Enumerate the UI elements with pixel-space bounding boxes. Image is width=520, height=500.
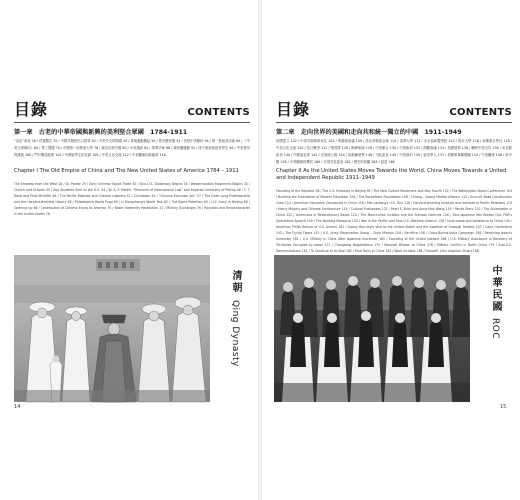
left-header-rule	[14, 122, 250, 123]
right-side-label-en: ROC	[490, 318, 500, 340]
right-header	[276, 98, 512, 120]
left-page	[0, 0, 258, 500]
qing-court-photo	[14, 255, 210, 402]
roc-meeting-photo-image	[274, 255, 470, 402]
left-chapter-title-en: Chapter I The Old Empire of China and The New United States of America 1784 – 1911	[14, 168, 239, 174]
left-side-label-zh: 清朝	[230, 270, 241, 294]
right-page	[262, 0, 520, 500]
left-header	[14, 98, 250, 120]
left-page-number: 14	[14, 404, 21, 410]
right-chapter-title-en: Chapter II As the United States Moves Towards the World, China Moves Towards a United and Independent Republic 1911–1949	[276, 168, 507, 181]
right-header-rule	[276, 122, 512, 123]
left-chapter-title-zh: 第一章 古老的中華帝國與新興的美利堅合眾國 1784-1911	[14, 129, 188, 136]
right-chapter-title-zh: 第二章 走向世界的美國和走向共和統一獨立的中國 1911-1949	[276, 129, 462, 136]
left-contents-en: The Empress from the West 28 / Dr. Parker 29 / Early Chinese Export Trade 30 / Sino-U.S. Diplomacy Begins 34 / Westernization Movement Begins 35 / Church and Schools 40 / Boy Students Sent to the U.S. 44 / W. A. P. Martin, "Elements of International Law" and Imperial University of Peking 48 / F. T. Ward and Philo McGiffin 48 / The Pacific Railroad and Chinese Laborers 52 / Chinatown 54 / "Chinese Exclusion Act" 57 / The Dean Lung Professorship and the Harvard-Yenching Library 58 / Philadelphia World Expo 60 / Li Hongzhang's World Tour 62 / The Boxer Rebellion 64 / U.S. Army in Beijing 66 / Opening Up 68 / Contribution of Chinese Envoy to America 70 / Boxer Indemnity Restitution 72 / Military Exchanges 76 / Royalists and Revolutionaries in the United States 78	[14, 182, 250, 216]
right-title-zh: 目錄	[276, 100, 311, 119]
right-page-number: 15	[500, 404, 507, 410]
roc-meeting-photo	[274, 255, 470, 402]
qing-court-photo-image	[14, 255, 210, 402]
right-contents-en: Founding of the Republic 98 / The U.S. Embassy in Beijing 99 / The New Culture Movement and May Fourth 102 / The Washington Naval Conference 104 / Building the Foundation of Modern Education 106 / The Rockefeller Foundation 108 / Chiang – Soong Marital Alliance 112 / Sino-US Road Construction Crew 114 / American Insurance Companies in China 116 / Mei Lanfang's U.S. Tour 118 / Harvard-Yenching Institute and Institute of Pacific Relations 119 / Henry Murphy and Chinese Architecture 119 / Cultural Exchanges 121 / Pearl S. Buck and Anna May Wong 119 / Panda Story 120 / The Automobile in China 122 / Americans in Revolutionary Bases 124 / The Manchurian Incident and the Stimson Doctrine 126 / Sino-Japanese War Breaks Out: FDR's Quarantine Speech 130 / The Nanking Massacre 134 / War in the Pacific and Sino-U.S. Wartime Alliance 138 / Lend-Lease and Assistance to China 140 / American POWs Rescue of U.S. Airmen 142 / Soong May-ling's Visit to the United States and the Abolition of Unequal Treaties 147 / Cairo Conference 152 / The Flying Tigers 151 / U.S. Army Observation Group – Dixie Mission 154 / Sacrifice 156 / China-Burma-India Campaign 158 / Receiving Japan's Surrender 161 / U.S. Military in China After Japanese Surrender 165 / Founding of the United Nations 168 / U.S. Military Assistance in Recovery of Territories Occupied by Japan 172 / Chongqing Negotiations 174 / Marshall Mission to China 178 / Military Conflict in North China 179 / Anti-U.S. Demonstrations 181 / To Continue or to Stop 182 / Final Days in China 184 / Ward Incident 186 / Farewell, John Leighton Stuart 188	[276, 189, 512, 253]
right-side-label-zh: 中華民國	[490, 265, 501, 313]
left-title-zh: 目錄	[14, 100, 49, 119]
left-side-label-en: Qing Dynasty	[230, 300, 240, 367]
right-title-en: CONTENTS	[449, 107, 512, 118]
left-contents-zh: “皇后”商來 28 / 伯駕醫生 32 / 中國早期的出口貿易 40 / 中美外交的開端 44 / 茶葉運動興起 50 / 普安樂瓷器 54 / 首屆中美條約 56 / 第一批留美幼童 60 / 《中美天津條約》64 / 華工問題 70 / 中國第一所教會大學 76 / 蒲安臣與中國 80 / 中美通商 84 / 排華法案 88 / 義和團運動 92 / 庚子賠款與留美學生 96 / 中美貿易的擴展 100 / 門戶開放政策 104 / 中國留學生的足跡 108 / 中美文化交流 112 / 中美關係的新篇章 116	[14, 139, 250, 157]
left-title-en: CONTENTS	[187, 107, 250, 118]
right-contents-zh: 民國建立 102 / 中美早期海軍來往 104 / 華盛頓會議 108 / 洛克菲勒基金會 110 / 清華大學 112 / 北京協和醫學院 114 / 燕京大學 116 / 哈佛燕京學社 118 / 中美文化交流 120 / 抗日戰爭 122 / 飛虎隊 126 / 駝峰航線 128 / 中美聯合 130 / 中美新約 132 / 開羅會議 134 / 美國援華 136 / 戰時中美合作 138 / 宋美齡訪美 140 / 中國遠征軍 142 / 史迪威公路 144 / 馬歇爾使華 146 / 司徒雷登 148 / 中美商約 150 / 留美學人 152 / 美國軍事顧問團 154 / 中美關係 156 / 新中國 158 / 中美關係的轉折 160 / 告別司徒雷登 162 / 歷史的回顧 164 / 結語 166	[276, 139, 512, 164]
